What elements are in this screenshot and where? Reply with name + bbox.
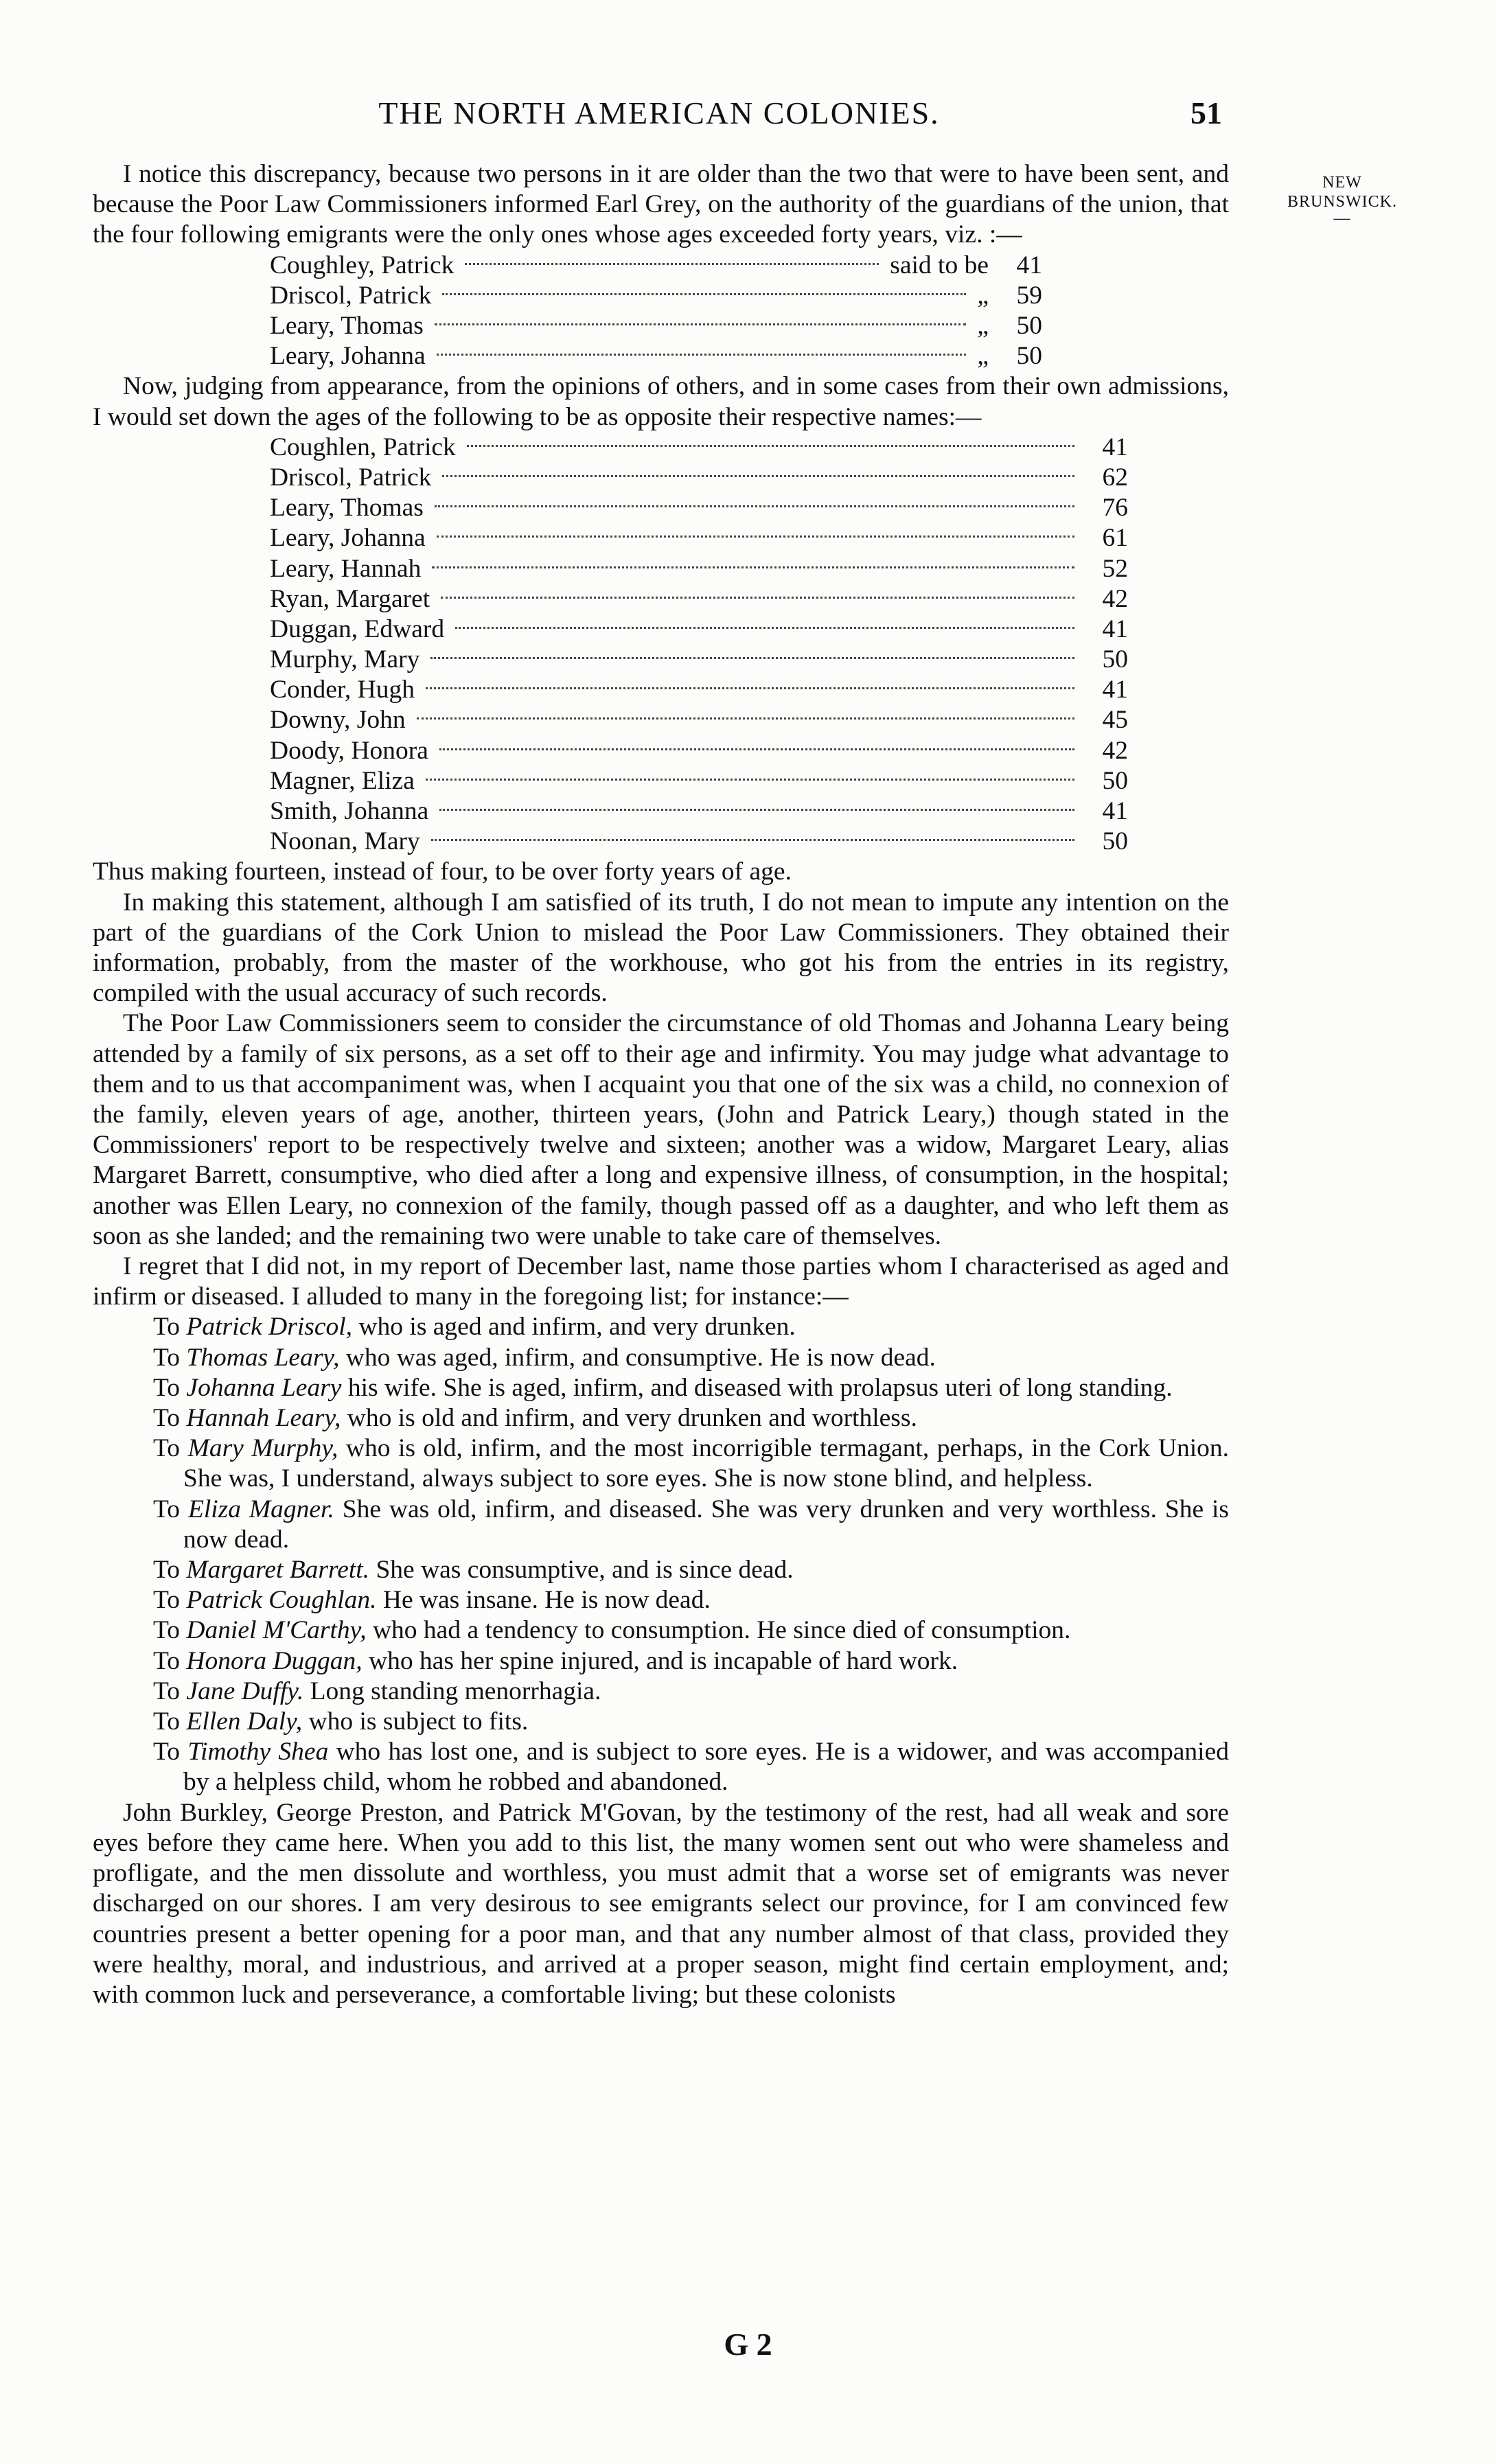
- dot-leader: [417, 717, 1074, 719]
- emigrant-name: Leary, Hannah: [270, 554, 422, 583]
- emigrant-age: 76: [1102, 494, 1128, 522]
- instance-text: who is old, infirm, and the most incorrigible termagant, perhaps, in the Cork Union. She was, I understand, always subject to sore eyes. She is now stone blind, and helpless.: [183, 1434, 1229, 1493]
- instance-text: He was insane. He is now dead.: [376, 1586, 711, 1615]
- emigrant-name: Ryan, Margaret: [270, 584, 430, 613]
- emigrant-age: 62: [1102, 463, 1128, 492]
- emigrant-name: Leary, Johanna: [270, 524, 426, 553]
- list-item: [270, 341, 1042, 371]
- person-name: Jane Duffy.: [186, 1677, 304, 1705]
- age-note: „: [977, 342, 989, 371]
- emigrant-name: Coughlen, Patrick: [270, 433, 456, 461]
- list-item: [270, 736, 1128, 766]
- dot-leader: [439, 809, 1074, 811]
- paragraph-3: Thus making fourteen, instead of four, to be over forty years of age.: [93, 857, 792, 886]
- dot-leader: [435, 505, 1074, 507]
- emigrant-age: 50: [1102, 827, 1128, 856]
- emigrant-name: Noonan, Mary: [270, 827, 420, 856]
- emigrant-age: 61: [1102, 524, 1128, 553]
- age-note: said to be: [890, 251, 989, 279]
- dot-leader: [442, 475, 1074, 477]
- instance-text: Long standing menorrhagia.: [303, 1677, 601, 1705]
- instance-prefix: To: [153, 1373, 187, 1402]
- margin-note: [1256, 173, 1428, 225]
- list-item: [270, 705, 1128, 735]
- emigrant-name: Leary, Thomas: [270, 494, 424, 522]
- list-item: [270, 796, 1128, 827]
- dot-leader: [439, 748, 1074, 750]
- instance-item: [153, 1343, 1229, 1373]
- instance-prefix: To: [153, 1434, 188, 1463]
- list-item: [270, 251, 1042, 281]
- running-header: [96, 95, 1222, 143]
- list-item: [270, 766, 1128, 796]
- signature-mark: G 2: [724, 2327, 772, 2362]
- emigrant-age: 50: [1102, 766, 1128, 795]
- emigrant-name: Leary, Johanna: [270, 342, 426, 371]
- instance-prefix: To: [153, 1343, 187, 1372]
- instance-prefix: To: [153, 1738, 188, 1766]
- dot-leader: [467, 445, 1074, 447]
- age-list-estimated: [270, 433, 1128, 857]
- body-text: [93, 159, 1229, 2010]
- instance-item: [153, 1555, 1229, 1585]
- instance-prefix: To: [153, 1707, 187, 1736]
- list-item: [270, 554, 1128, 584]
- emigrant-age: 41: [1102, 676, 1128, 704]
- instance-item: [153, 1677, 1229, 1707]
- dot-leader: [426, 687, 1074, 689]
- emigrant-age: 50: [1102, 645, 1128, 674]
- dot-leader: [441, 597, 1074, 599]
- dot-leader: [431, 839, 1074, 841]
- dot-leader: [435, 323, 966, 325]
- list-item: [270, 584, 1128, 614]
- instance-prefix: To: [153, 1616, 187, 1645]
- instance-item: [153, 1707, 1229, 1737]
- instance-prefix: To: [153, 1646, 187, 1675]
- instance-item: [153, 1495, 1229, 1555]
- emigrant-age: 41: [1016, 251, 1042, 279]
- instance-prefix: To: [153, 1556, 187, 1585]
- dot-leader: [437, 354, 967, 356]
- person-name: Mary Murphy,: [187, 1434, 338, 1463]
- instance-text: who is aged and infirm, and very drunken.: [352, 1313, 796, 1342]
- instance-item: [153, 1312, 1229, 1342]
- instance-text: who was aged, infirm, and consumptive. He is now dead.: [339, 1343, 936, 1372]
- emigrant-name: Doody, Honora: [270, 736, 428, 765]
- person-name: Margaret Barrett.: [186, 1556, 370, 1585]
- list-item: [270, 463, 1128, 493]
- emigrant-age: 50: [1016, 311, 1042, 340]
- margin-note-line2: BRUNSWICK.: [1287, 193, 1397, 211]
- person-name: Honora Duggan,: [186, 1646, 363, 1675]
- person-name: Timothy Shea: [187, 1738, 329, 1766]
- instance-text: his wife. She is aged, infirm, and diseased with prolapsus uteri of long standing.: [341, 1373, 1173, 1402]
- person-name: Hannah Leary,: [186, 1404, 341, 1433]
- paragraph-4: In making this statement, although I am satisfied of its truth, I do not mean to impute any intention on the part of the guardians of the Cork Union to mislead the Poor Law Commissioners. They obtained their information, probably, from the master of the workhouse, who got his from the entries in its registry, compiled with the usual accuracy of such records.: [93, 888, 1229, 1008]
- emigrant-name: Leary, Thomas: [270, 311, 424, 340]
- instance-text: who is old and infirm, and very drunken and worthless.: [341, 1404, 917, 1433]
- dot-leader: [432, 566, 1074, 568]
- paragraph-5: The Poor Law Commissioners seem to consider the circumstance of old Thomas and Johanna Leary being attended by a family of six persons, as a set off to their age and infirmity. You may judge what advantage to them and to us that accompaniment was, when I acquaint you that one of the six was a child, no connexion of the family, eleven years of age, another, thirteen years, (John and Patrick Leary,) though stated in the Commissioners' report to be respectively twelve and sixteen; another was a widow, Margaret Leary, alias Margaret Barrett, consumptive, who died after a long and expensive illness, of consumption, in the hospital; another was Ellen Leary, no connexion of the family, though passed off as a daughter, and who left them as soon as she landed; and the remaining two were unable to take care of themselves.: [93, 1009, 1229, 1250]
- instance-item: [153, 1373, 1229, 1403]
- emigrant-age: 41: [1102, 433, 1128, 461]
- instance-prefix: To: [153, 1586, 187, 1615]
- list-item: [270, 645, 1128, 675]
- age-note: „: [977, 311, 989, 340]
- emigrant-name: Conder, Hugh: [270, 676, 415, 704]
- list-item: [270, 523, 1128, 553]
- paragraph-6: I regret that I did not, in my report of December last, name those parties whom I characterised as aged and infirm or diseased. I alluded to many in the foregoing list; for instance:—: [93, 1252, 1229, 1311]
- age-list-reported: [270, 251, 1042, 372]
- emigrant-name: Smith, Johanna: [270, 797, 429, 826]
- paragraph-2: Now, judging from appearance, from the opinions of others, and in some cases from their own admissions, I would set down the ages of the following to be as opposite their respective names:—: [93, 372, 1229, 431]
- list-item: [270, 827, 1128, 857]
- instance-prefix: To: [153, 1404, 187, 1433]
- instance-item: [153, 1646, 1229, 1677]
- emigrant-age: 41: [1102, 797, 1128, 826]
- person-name: Patrick Coughlan.: [186, 1586, 377, 1615]
- emigrant-name: Driscol, Patrick: [270, 463, 432, 492]
- list-item: [270, 675, 1128, 705]
- dot-leader: [465, 263, 879, 265]
- person-name: Daniel M'Carthy,: [186, 1616, 367, 1645]
- emigrant-age: 42: [1102, 584, 1128, 613]
- emigrant-age: 42: [1102, 736, 1128, 765]
- margin-note-dash: —: [1333, 209, 1351, 227]
- instance-item: [153, 1434, 1229, 1494]
- paragraph-7: John Burkley, George Preston, and Patrick M'Govan, by the testimony of the rest, had all weak and sore eyes before they came here. When you add to this list, the many women sent out who were shameless and profligate, and the men dissolute and worthless, you must admit that a worse set of emigrants was never discharged on our shores. I am very desirous to see emigrants select our province, for I am convinced few countries present a better opening for a poor man, and that any number almost of that class, provided they were healthy, moral, and industrious, and arrived at a proper season, might find certain employment, and; with common luck and perseverance, a comfortable living; but these colonists: [93, 1798, 1229, 2009]
- list-item: [270, 493, 1128, 523]
- paragraph-1: I notice this discrepancy, because two persons in it are older than the two that were to have been sent, and because the Poor Law Commissioners informed Earl Grey, on the authority of the guardians of the union, that the four following emigrants were the only ones whose ages exceeded forty years, viz. :—: [93, 160, 1229, 249]
- instance-list: [93, 1312, 1229, 1797]
- instance-prefix: To: [153, 1677, 187, 1705]
- instance-item: [153, 1615, 1229, 1646]
- dot-leader: [455, 627, 1074, 629]
- instance-text: who had a tendency to consumption. He since died of consumption.: [366, 1616, 1071, 1645]
- emigrant-age: 45: [1102, 706, 1128, 735]
- page-number: 51: [1190, 95, 1222, 130]
- instance-text: She was old, infirm, and diseased. She was very drunken and very worthless. She is now dead.: [183, 1495, 1229, 1554]
- instance-item: [153, 1737, 1229, 1797]
- emigrant-age: 52: [1102, 554, 1128, 583]
- emigrant-age: 59: [1016, 281, 1042, 310]
- instance-text: who has lost one, and is subject to sore eyes. He is a widower, and was accompanied by a helpless child, whom he robbed and abandoned.: [183, 1738, 1229, 1797]
- page-title: THE NORTH AMERICAN COLONIES.: [378, 95, 940, 130]
- list-item: [270, 433, 1128, 463]
- emigrant-name: Coughley, Patrick: [270, 251, 454, 279]
- margin-note-line1: NEW: [1322, 174, 1362, 192]
- dot-leader: [437, 536, 1074, 538]
- list-item: [270, 311, 1042, 341]
- emigrant-age: 41: [1102, 614, 1128, 643]
- instance-text: who has her spine injured, and is incapable of hard work.: [362, 1646, 958, 1675]
- instance-prefix: To: [153, 1313, 187, 1342]
- instance-prefix: To: [153, 1495, 188, 1523]
- instance-text: who is subject to fits.: [302, 1707, 529, 1736]
- emigrant-name: Magner, Eliza: [270, 766, 415, 795]
- emigrant-name: Duggan, Edward: [270, 614, 445, 643]
- dot-leader: [442, 293, 966, 295]
- emigrant-age: 50: [1016, 342, 1042, 371]
- person-name: Eliza Magner.: [187, 1495, 334, 1523]
- list-item: [270, 614, 1128, 645]
- instance-text: She was consumptive, and is since dead.: [369, 1556, 794, 1585]
- dot-leader: [430, 657, 1074, 659]
- list-item: [270, 281, 1042, 311]
- emigrant-name: Downy, John: [270, 706, 406, 735]
- person-name: Ellen Daly,: [186, 1707, 303, 1736]
- emigrant-name: Driscol, Patrick: [270, 281, 432, 310]
- instance-item: [153, 1585, 1229, 1615]
- age-note: „: [977, 281, 989, 310]
- person-name: Thomas Leary,: [186, 1343, 340, 1372]
- instance-item: [153, 1403, 1229, 1434]
- dot-leader: [426, 779, 1074, 781]
- person-name: Patrick Driscol,: [186, 1313, 353, 1342]
- emigrant-name: Murphy, Mary: [270, 645, 420, 674]
- person-name: Johanna Leary: [186, 1373, 342, 1402]
